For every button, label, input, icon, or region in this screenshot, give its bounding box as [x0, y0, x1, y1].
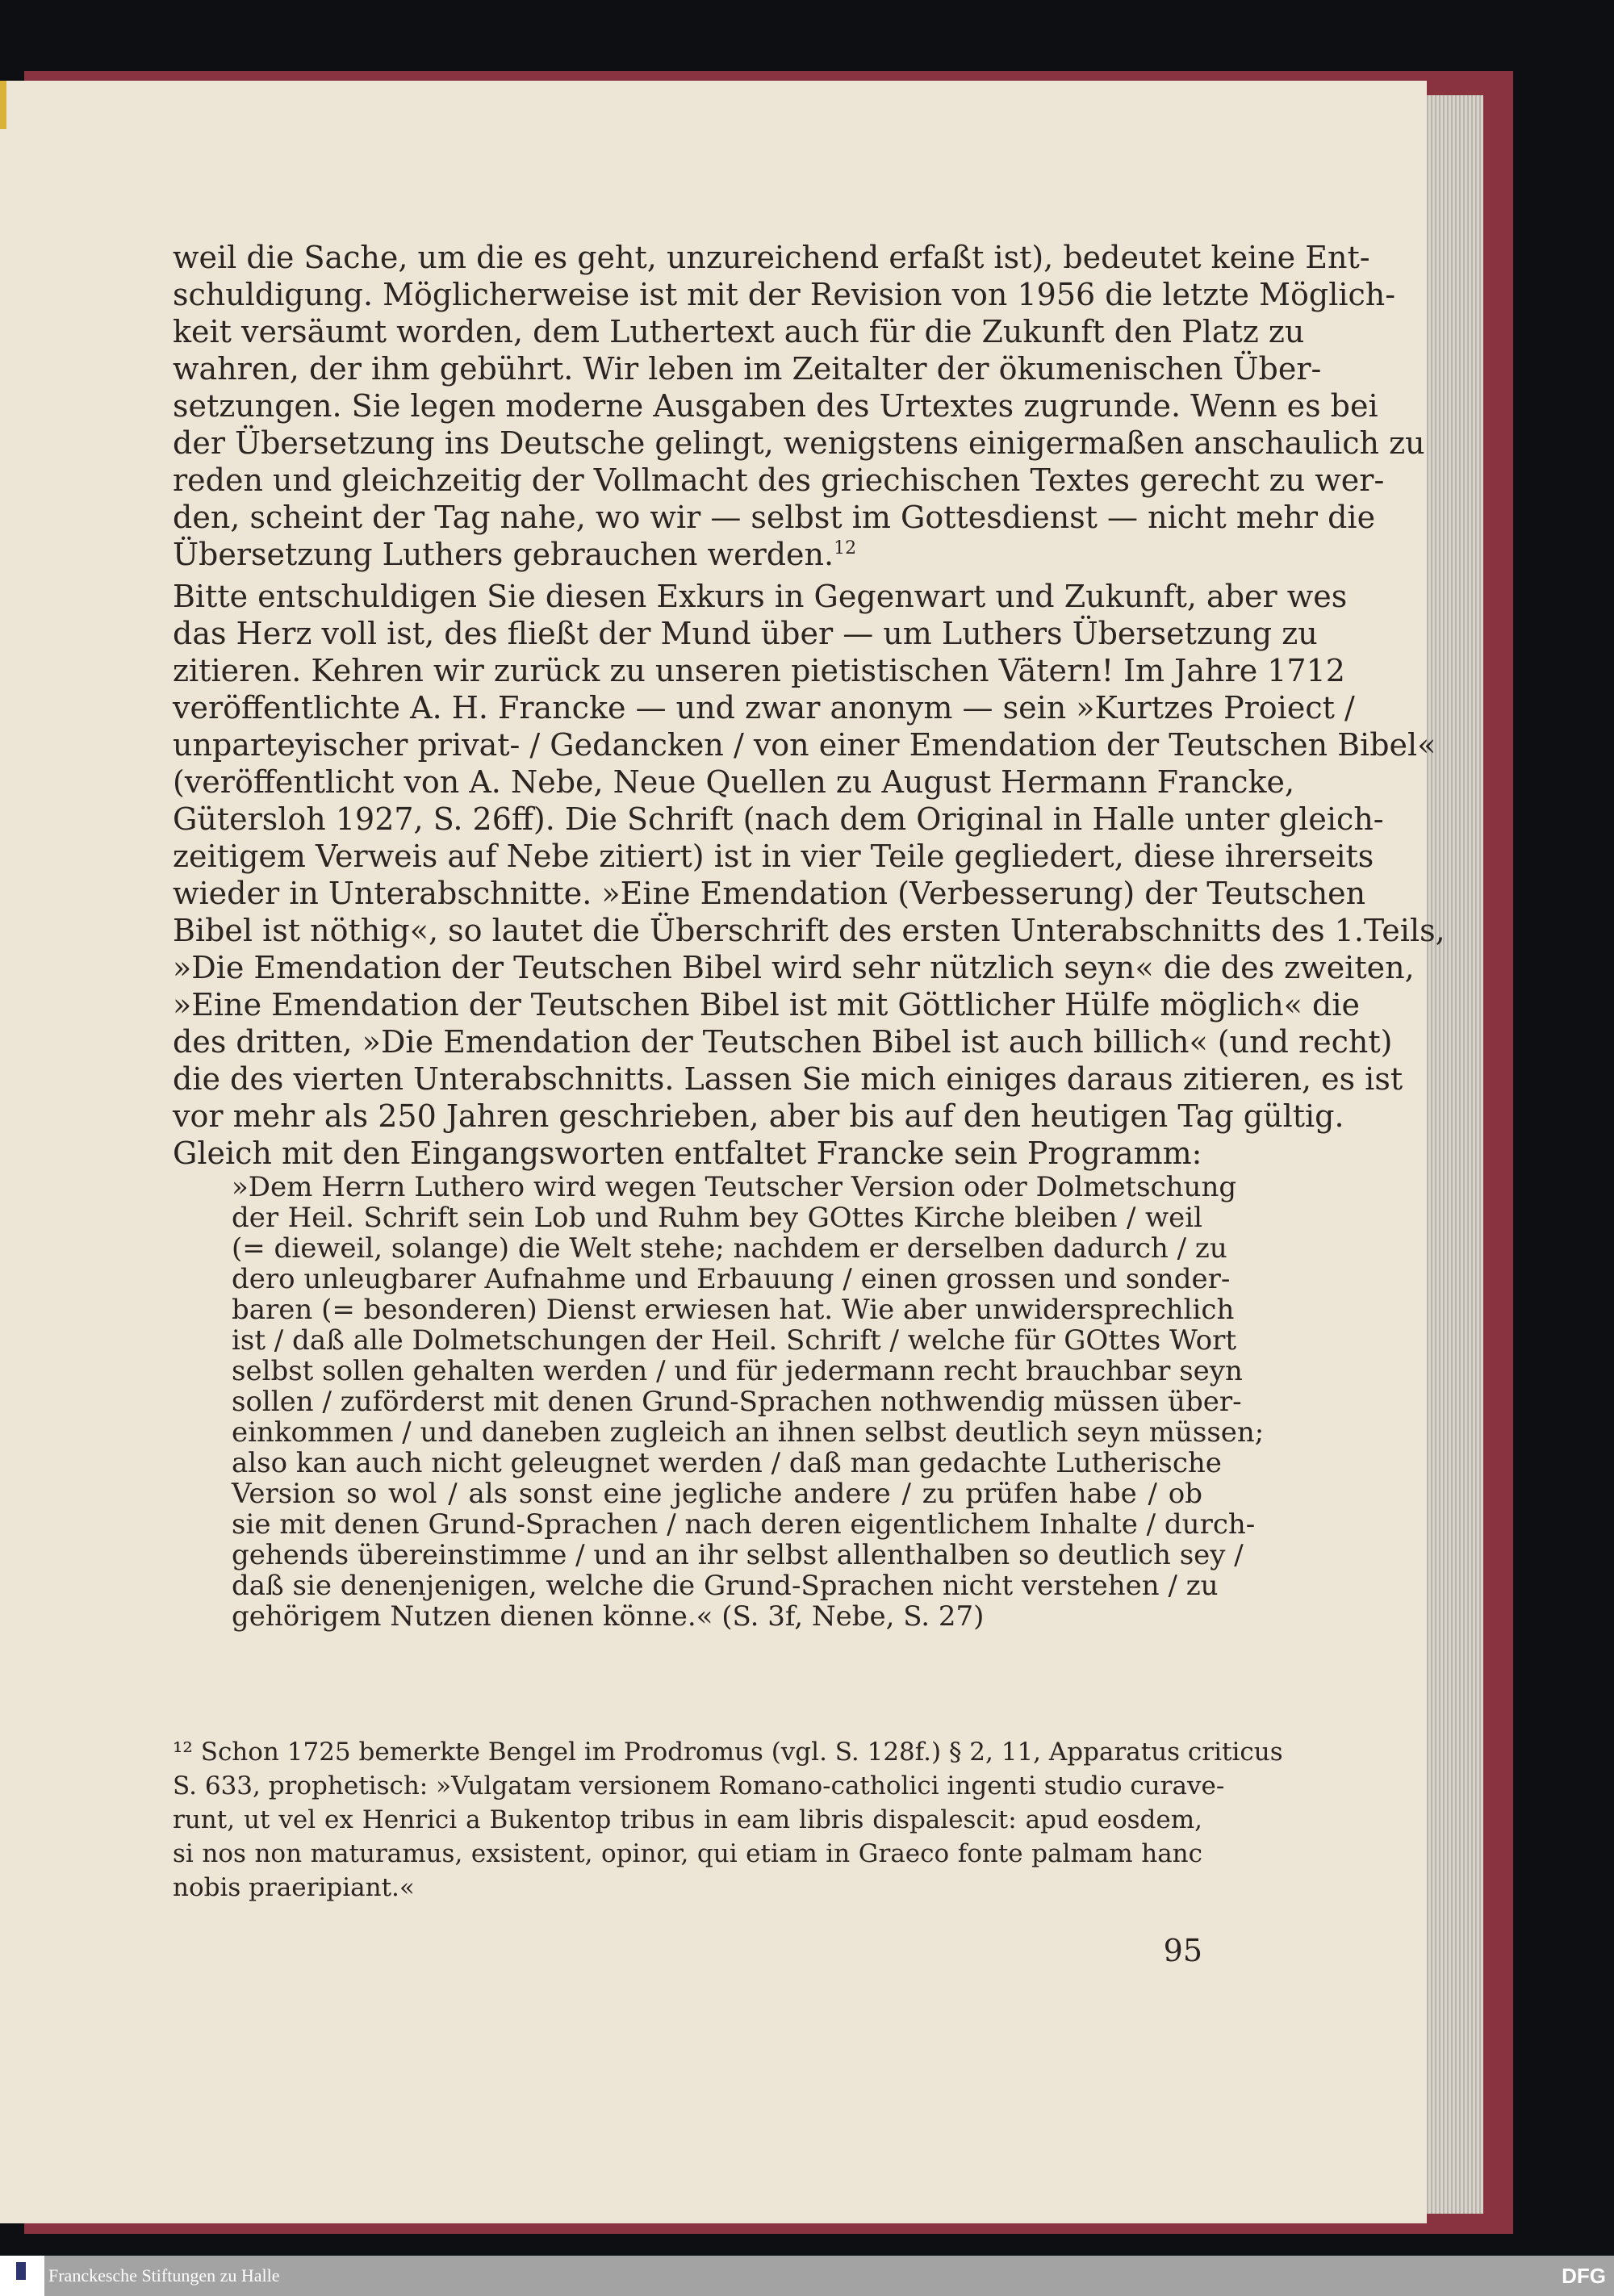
text-line: dero unleugbarer Aufnahme und Erbauung / einen grossen und sonder-	[232, 1263, 1231, 1295]
text-line: Übersetzung Luthers gebrauchen werden.$^{12}$	[173, 537, 857, 572]
text-line: schuldigung. Möglicherweise ist mit der Revision von 1956 die letzte Möglich-	[173, 277, 1396, 312]
page-number: 95	[1163, 1933, 1202, 1968]
text-line: »Eine Emendation der Teutschen Bibel ist mit Göttlicher Hülfe möglich« die	[173, 987, 1360, 1023]
text-line: keit versäumt worden, dem Luthertext auch für die Zukunft den Platz zu	[173, 314, 1305, 349]
text-line: (veröffentlicht von A. Nebe, Neue Quellen zu August Hermann Francke,	[173, 764, 1295, 800]
text-line: gehends übereinstimme / und an ihr selbst allenthalben so deutlich sey /	[232, 1539, 1244, 1571]
institution-logo	[0, 2256, 44, 2296]
text-line: vor mehr als 250 Jahren geschrieben, aber bis auf den heutigen Tag gültig.	[173, 1098, 1344, 1134]
text-line: die des vierten Unterabschnitts. Lassen Sie mich einiges daraus zitieren, es ist	[173, 1061, 1403, 1097]
text-line: zitieren. Kehren wir zurück zu unseren pietistischen Vätern! Im Jahre 1712	[173, 653, 1345, 688]
text-line: der Heil. Schrift sein Lob und Ruhm bey GOttes Kirche bleiben / weil	[232, 1202, 1202, 1234]
text-line: daß sie denenjenigen, welche die Grund-Sprachen nicht verstehen / zu	[232, 1570, 1219, 1602]
block-quote	[232, 1171, 1265, 1633]
text-line: reden und gleichzeitig der Vollmacht des griechischen Textes gerecht zu wer-	[173, 462, 1385, 498]
text-line: der Übersetzung ins Deutsche gelingt, wenigstens einigermaßen anschaulich zu	[173, 425, 1425, 461]
text-line: des dritten, »Die Emendation der Teutschen Bibel ist auch billich« (und recht)	[173, 1024, 1393, 1060]
text-line: veröffentlichte A. H. Francke — und zwar anonym — sein »Kurtzes Proiect /	[173, 690, 1355, 726]
bookmark-ribbon	[0, 81, 6, 129]
text-line: also kan auch nicht geleugnet werden / daß man gedachte Lutherische	[232, 1447, 1222, 1479]
footnote	[173, 1735, 1283, 1905]
text-line: baren (= besonderen) Dienst erwiesen hat. Wie aber unwidersprechlich	[232, 1294, 1235, 1326]
text-line: unparteyischer privat- / Gedancken / von einer Emendation der Teutschen Bibel«	[173, 727, 1436, 763]
text-line: wahren, der ihm gebührt. Wir leben im Zeitalter der ökumenischen Über-	[173, 351, 1322, 387]
institution-name[interactable]: Franckesche Stiftungen zu Halle	[48, 2265, 280, 2286]
text-line: das Herz voll ist, des fließt der Mund über — um Luthers Übersetzung zu	[173, 616, 1318, 651]
text-line: sollen / zuförderst mit denen Grund-Sprachen nothwendig müssen über-	[232, 1386, 1242, 1418]
text-line: Bibel ist nöthig«, so lautet die Überschrift des ersten Unterabschnitts des 1.Teils,	[173, 913, 1445, 948]
paragraph-2	[173, 578, 1445, 1172]
text-line: den, scheint der Tag nahe, wo wir — selbst im Gottesdienst — nicht mehr die	[173, 500, 1376, 535]
text-line: einkommen / und daneben zugleich an ihnen selbst deutlich seyn müssen;	[232, 1416, 1265, 1449]
text-line: gehörigem Nutzen dienen könne.« (S. 3f, Nebe, S. 27)	[232, 1600, 985, 1633]
paragraph-1	[173, 239, 1425, 573]
text-line: si nos non maturamus, exsistent, opinor, qui etiam in Graeco fonte palmam hanc	[173, 1839, 1202, 1868]
text-line: setzungen. Sie legen moderne Ausgaben des Urtextes zugrunde. Wenn es bei	[173, 388, 1378, 424]
text-line: Bitte entschuldigen Sie diesen Exkurs in Gegenwart und Zukunft, aber wes	[173, 579, 1348, 614]
text-line: weil die Sache, um die es geht, unzureichend erfaßt ist), bedeutet keine Ent-	[173, 240, 1370, 275]
main-text	[173, 239, 1445, 1633]
footnote-reference[interactable]: 12	[834, 538, 857, 558]
text-line: (= dieweil, solange) die Welt stehe; nachdem er derselben dadurch / zu	[232, 1232, 1227, 1265]
text-line: Gleich mit den Eingangsworten entfaltet Francke sein Programm:	[173, 1135, 1202, 1171]
page-edges	[1420, 95, 1483, 2214]
text-line: »Dem Herrn Luthero wird wegen Teutscher Version oder Dolmetschung	[232, 1171, 1237, 1203]
text-line: Gütersloh 1927, S. 26ff). Die Schrift (nach dem Original in Halle unter gleich-	[173, 801, 1384, 837]
text-line: ¹² Schon 1725 bemerkte Bengel im Prodromus (vgl. S. 128f.) § 2, 11, Apparatus criticus	[173, 1738, 1283, 1767]
text-line: Version so wol / als sonst eine jegliche andere / zu prüfen habe / ob	[232, 1478, 1202, 1510]
text-line: ist / daß alle Dolmetschungen der Heil. Schrift / welche für GOttes Wort	[232, 1324, 1236, 1357]
footer-bar	[0, 2256, 1614, 2296]
text-line: »Die Emendation der Teutschen Bibel wird sehr nützlich seyn« die des zweiten,	[173, 950, 1415, 985]
text-line: selbst sollen gehalten werden / und für jedermann recht brauchbar seyn	[232, 1355, 1243, 1387]
text-line: nobis praeripiant.«	[173, 1873, 415, 1902]
text-line: S. 633, prophetisch: »Vulgatam versionem Romano-catholici ingenti studio curave-	[173, 1771, 1225, 1800]
dfg-logo[interactable]: DFG	[1562, 2264, 1606, 2288]
text-line: sie mit denen Grund-Sprachen / nach deren eigentlichem Inhalte / durch-	[232, 1508, 1256, 1541]
text-line: zeitigem Verweis auf Nebe zitiert) ist in vier Teile gegliedert, diese ihrerseits	[173, 839, 1374, 874]
text-line: runt, ut vel ex Henrici a Bukentop tribus in eam libris dispalescit: apud eosdem,	[173, 1805, 1202, 1834]
text-line: wieder in Unterabschnitte. »Eine Emendation (Verbesserung) der Teutschen	[173, 876, 1366, 911]
